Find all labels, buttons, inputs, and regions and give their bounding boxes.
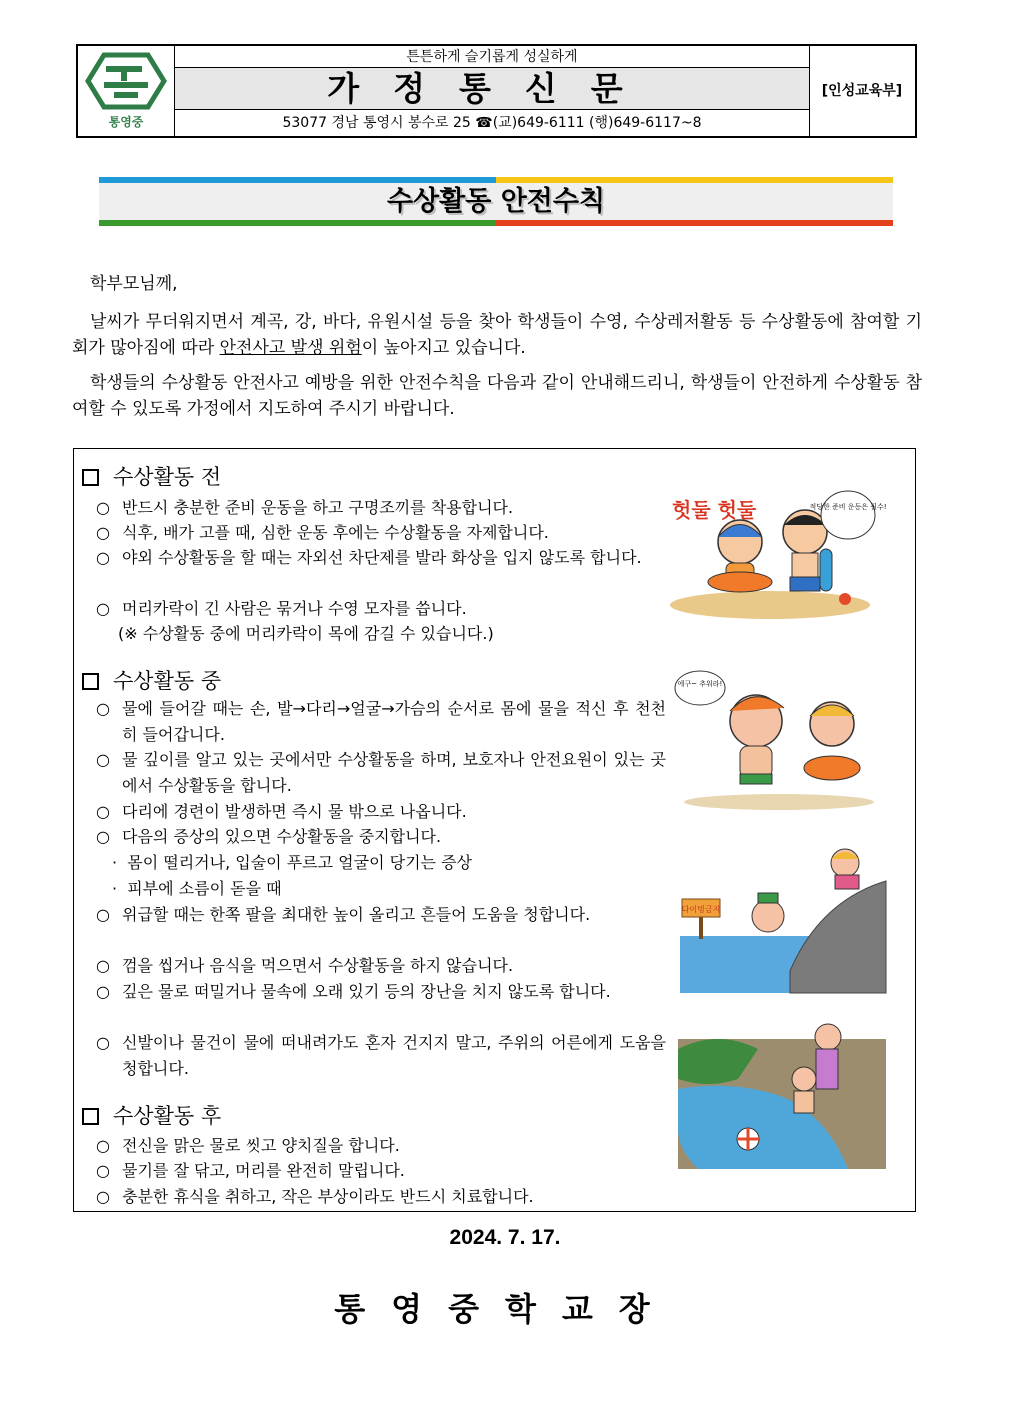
square-checkbox-icon [82, 469, 99, 486]
circle-marker-icon: ○ [96, 750, 110, 769]
intro-paragraph-1 [72, 309, 922, 361]
warmup-illustration [670, 487, 887, 622]
list-item [96, 1184, 666, 1210]
item-text: 전신을 맑은 물로 씻고 양치질을 합니다. [122, 1136, 400, 1155]
list-item [96, 545, 666, 571]
school-motto: 튼튼하게 슬기롭게 성실하게 [175, 46, 809, 68]
circle-marker-icon: ○ [96, 498, 110, 517]
principal-signature: 통영중학교장 [334, 1290, 676, 1328]
symptom-text: 몸이 떨리거나, 입술이 푸르고 얼굴이 당기는 증상 [127, 853, 472, 872]
square-checkbox-icon [82, 1108, 99, 1125]
item-text: 신발이나 물건이 물에 떠내려가도 혼자 건지지 말고, 주위의 어른에게 도움을 청합니다. [122, 1033, 666, 1078]
circle-marker-icon: ○ [96, 548, 110, 567]
circle-marker-icon: ○ [96, 956, 110, 975]
item-text: 식후, 배가 고플 때, 심한 운동 후에는 수상활동을 자제합니다. [122, 523, 549, 542]
title-row [175, 68, 809, 110]
circle-marker-icon: ○ [96, 905, 110, 924]
bullet-icon: · [112, 879, 118, 898]
circle-marker-icon: ○ [96, 1136, 110, 1155]
department-cell [809, 46, 915, 136]
bullet-icon: · [112, 853, 118, 872]
list-item [96, 596, 666, 622]
cold-kids-illustration [674, 666, 884, 811]
list-item [96, 902, 666, 928]
item-text: 다음의 증상의 있으면 수상활동을 중지합니다. [122, 827, 442, 846]
circle-marker-icon: ○ [96, 599, 110, 618]
list-item [96, 1158, 666, 1184]
circle-marker-icon: ○ [96, 1187, 110, 1206]
logo-cell [78, 46, 175, 136]
section-heading-during [82, 665, 221, 695]
circle-marker-icon: ○ [96, 699, 110, 718]
item-text: 머리카락이 긴 사람은 묶거나 수영 모자를 씁니다. [122, 599, 467, 618]
header-center [175, 46, 809, 136]
note-text: (※ 수상활동 중에 머리카락이 목에 감길 수 있습니다.) [118, 624, 494, 643]
item-text: 물기를 잘 닦고, 머리를 완전히 말립니다. [122, 1161, 405, 1180]
intro-paragraph-2: 학생들의 수상활동 안전사고 예방을 위한 안전수칙을 다음과 같이 안내해드리니, 학생들이 안전하게 수상활동 참여할 수 있도록 가정에서 지도하여 주시기 바랍니다. [72, 373, 922, 419]
school-logo [84, 51, 168, 131]
item-text: 반드시 충분한 준비 운동을 하고 구명조끼를 착용합니다. [122, 498, 514, 517]
no-diving-sign-text: 다이빙금지 [681, 905, 721, 914]
item-text: 물 깊이를 알고 있는 곳에서만 수상활동을 하며, 보호자나 안전요원이 있는 곳에서 수상활동을 합니다. [122, 750, 666, 795]
list-item [96, 953, 666, 979]
circle-marker-icon: ○ [96, 1033, 110, 1052]
shout-text: 헛둘 헛둘 [672, 498, 757, 522]
section-title: 수상활동 후 [113, 1104, 222, 1128]
list-item [96, 1030, 666, 1081]
item-text: 야외 수상활동을 할 때는 자외선 차단제를 발라 화상을 입지 않도록 합니다. [122, 548, 642, 567]
item-text: 다리에 경련이 발생하면 즉시 물 밖으로 나옵니다. [122, 802, 467, 821]
item-text: 깊은 물로 떠밀거나 물속에 오래 있기 등의 장난을 치지 않도록 합니다. [122, 982, 611, 1001]
symptom-item [112, 850, 472, 876]
school-address: 53077 경남 통영시 봉수로 25 ☎(교)649-6111 (행)649-6117~8 [282, 115, 702, 131]
department-label: [인성교육부] [821, 83, 903, 99]
circle-marker-icon: ○ [96, 982, 110, 1001]
intro-p1-text-a: 날씨가 무더워지면서 계곡, 강, 바다, 유원시설 등을 찾아 학생들이 수영, 수상레저활동 등 수상활동에 참여할 기회가 많아짐에 따라 [72, 312, 922, 358]
document-title: 가정통신문 [327, 69, 657, 108]
letterhead [76, 44, 917, 138]
item-text: 위급할 때는 한쪽 팔을 최대한 높이 올리고 흔들어 도움을 청합니다. [122, 905, 591, 924]
section-title: 수상활동 전 [113, 465, 222, 489]
issue-date: 2024. 7. 17. [449, 1226, 561, 1249]
circle-marker-icon: ○ [96, 523, 110, 542]
banner-bar-green [99, 220, 496, 226]
list-item [96, 799, 666, 825]
square-checkbox-icon [82, 673, 99, 690]
list-item [96, 747, 666, 798]
item-text: 껌을 씹거나 음식을 먹으면서 수상활동을 하지 않습니다. [122, 956, 514, 975]
circle-marker-icon: ○ [96, 802, 110, 821]
circle-marker-icon: ○ [96, 827, 110, 846]
symptom-item [112, 876, 282, 902]
diving-illustration [680, 841, 886, 993]
section-heading-after [82, 1100, 221, 1130]
list-item [96, 1133, 666, 1159]
speech-bubble-text: 적당한 준비 운동은 필수! [809, 503, 887, 511]
banner-title: 수상활동 안전수칙 [386, 186, 606, 217]
section-title: 수상활동 중 [113, 669, 222, 693]
title-banner [99, 177, 893, 226]
list-item [96, 824, 666, 850]
symptom-text: 피부에 소름이 돋을 때 [127, 879, 282, 898]
list-item [96, 495, 666, 521]
list-item [96, 520, 666, 546]
circle-marker-icon: ○ [96, 1161, 110, 1180]
section-heading-before [82, 461, 221, 491]
banner-bar-red [496, 220, 893, 226]
stream-illustration [678, 1019, 886, 1169]
item-text: 충분한 휴식을 취하고, 작은 부상이라도 반드시 치료합니다. [122, 1187, 534, 1206]
intro-p1-underlined: 안전사고 발생 위험 [219, 338, 362, 358]
safety-rules-box [73, 448, 916, 1212]
item-text: 물에 들어갈 때는 손, 발→다리→얼굴→가슴의 순서로 몸에 물을 적신 후 천천히 들어갑니다. [122, 699, 666, 744]
greeting: 학부모님께, [90, 274, 178, 294]
list-item [96, 979, 666, 1005]
intro-p1-text-b: 이 높아지고 있습니다. [361, 338, 526, 358]
speech-bubble-text: 에구~ 추워라! [677, 680, 723, 688]
list-item [96, 696, 666, 747]
logo-text: 통영중 [108, 115, 144, 129]
